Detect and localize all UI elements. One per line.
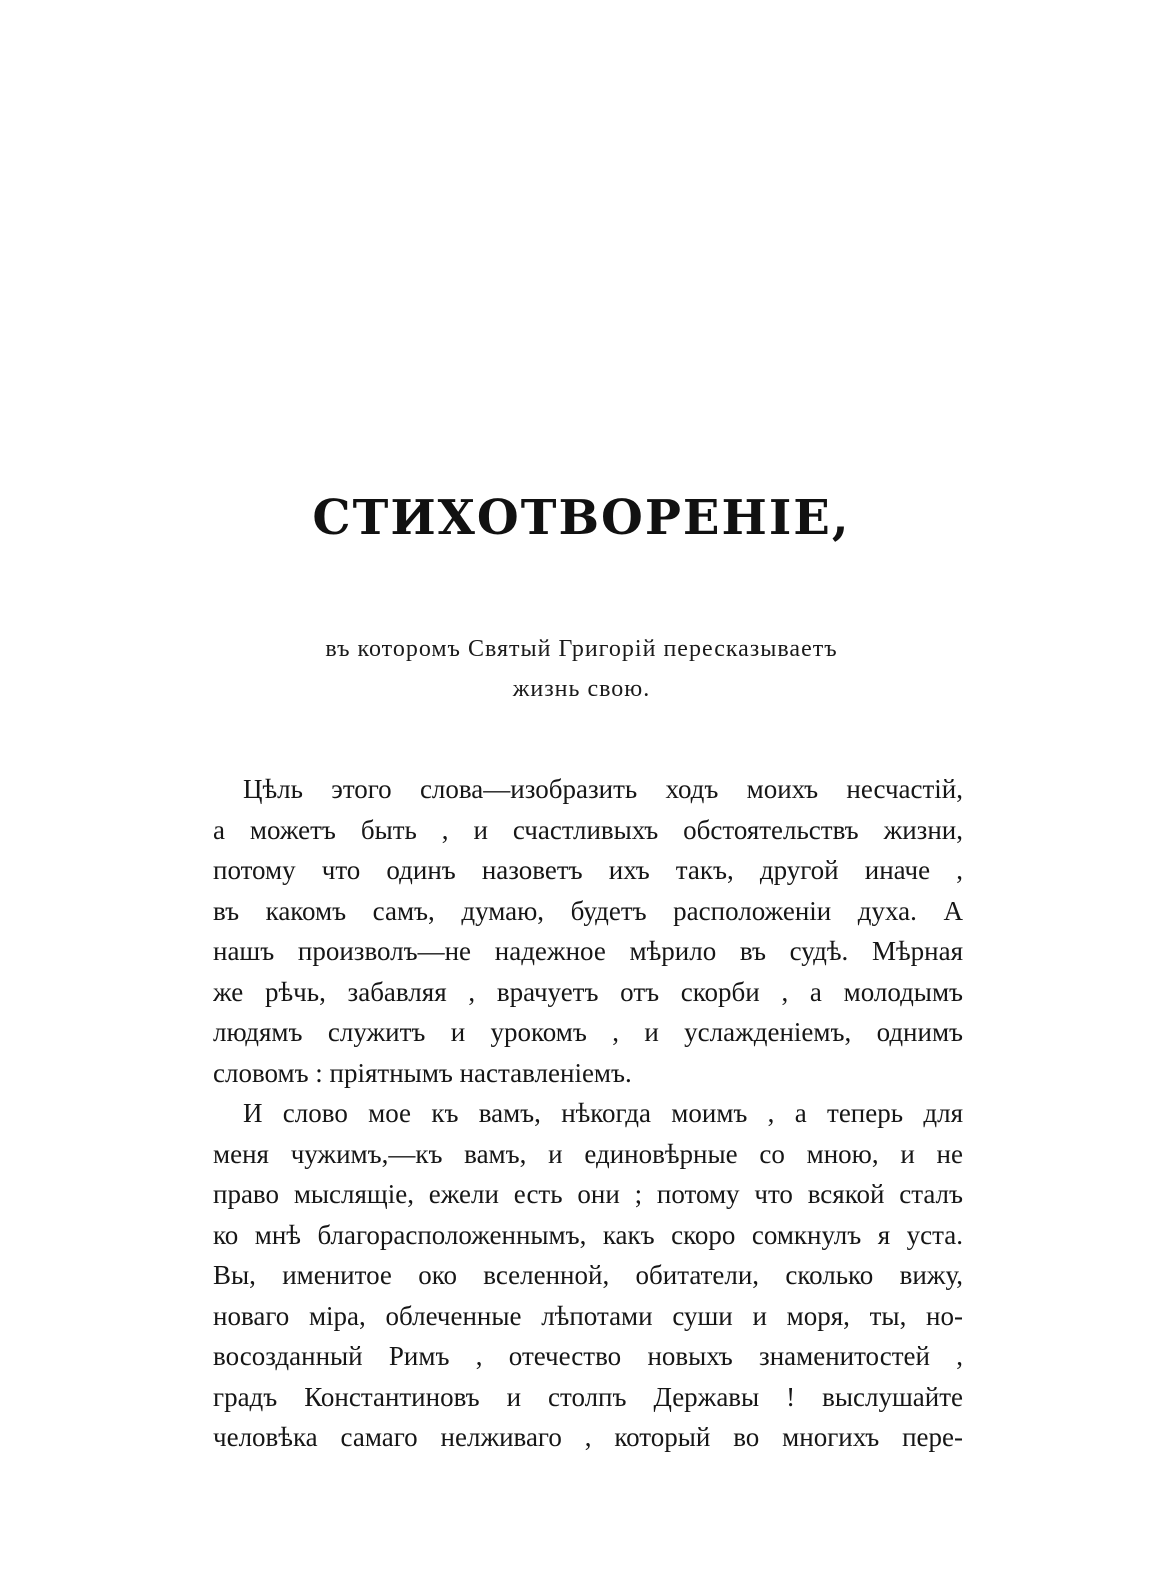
text-line: градъ Константиновъ и столпъ Державы ! выслушайте	[213, 1381, 963, 1412]
text-line: Цѣль этого слова—изобразить ходъ моихъ несчастій,	[243, 774, 963, 804]
subtitle-line-2: жизнь свою.	[512, 676, 651, 702]
text-line: словомъ : пріятнымъ наставленіемъ.	[213, 1057, 632, 1088]
text-line: новаго міра, облеченные лѣпотами суши и моря, ты, но-	[213, 1300, 963, 1331]
text-line: И слово мое къ вамъ, нѣкогда моимъ , а теперь для	[243, 1098, 963, 1128]
paragraph-1	[213, 769, 963, 1093]
text-line: меня чужимъ,—къ вамъ, и единовѣрные со мною, и не	[213, 1138, 963, 1169]
body-text	[213, 769, 963, 1458]
text-line: людямъ служитъ и урокомъ , и услажденіемъ, однимъ	[213, 1017, 963, 1047]
text-line: Вы, именитое око вселенной, обитатели, сколько вижу,	[213, 1260, 963, 1290]
text-line: право мыслящіе, ежели есть они ; потому что всякой сталъ	[213, 1179, 963, 1209]
text-line: нашъ произволъ—не надежное мѣрило въ судѣ. Мѣрная	[213, 936, 963, 966]
subtitle-line-1: въ которомъ Святый Григорій пересказываетъ	[325, 636, 838, 662]
paragraph-2	[213, 1093, 963, 1458]
text-line: человѣка самаго нелживаго , который во многихъ пере-	[213, 1422, 963, 1452]
text-line: же рѣчь, забавляя , врачуетъ отъ скорби , а молодымъ	[213, 976, 963, 1007]
text-line: потому что одинъ назоветъ ихъ такъ, другой иначе ,	[213, 855, 963, 885]
text-line: восозданный Римъ , отечество новыхъ знаменитостей ,	[213, 1341, 963, 1371]
page-title: СТИХОТВОРЕНІЕ,	[312, 490, 851, 546]
text-line: въ какомъ самъ, думаю, будетъ расположеніи духа. А	[213, 895, 963, 926]
text-line: ко мнѣ благорасположеннымъ, какъ скоро сомкнулъ я уста.	[213, 1219, 963, 1250]
text-line: а можетъ быть , и счастливыхъ обстоятельствъ жизни,	[213, 814, 963, 845]
